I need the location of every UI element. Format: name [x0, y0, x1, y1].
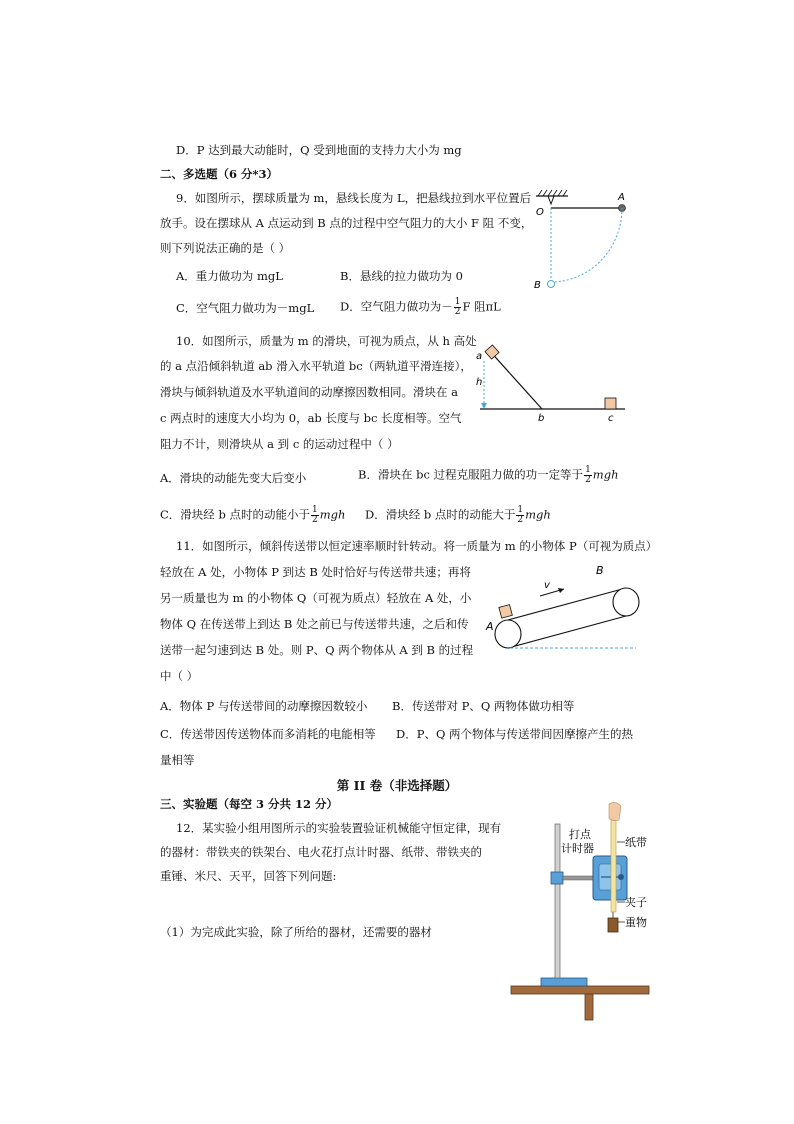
- conveyor-label-a: A: [486, 620, 494, 633]
- q9-option-d: [340, 298, 501, 317]
- q10-stem-line3: 滑块与倾斜轨道及水平轨道间的动摩擦因数相同。滑块在 a: [160, 385, 459, 399]
- fraction-half: $\frac{1}{2}$: [311, 505, 318, 525]
- track-label-b: b: [538, 413, 545, 424]
- q10-option-b-text: B．滑块在 bc 过程克服阻力做的功一定等于: [358, 467, 584, 482]
- track-label-c: c: [608, 413, 614, 424]
- q11-stem-line2: 轻放在 A 处，小物体 P 到达 B 处时恰好与传送带共速；再将: [160, 565, 471, 579]
- q10-option-c-text: C．滑块经 b 点时的动能小于: [160, 507, 310, 522]
- q9-stem-line2: 放手。设在摆球从 A 点运动到 B 点的过程中空气阻力的大小 F 阻 不变，: [160, 216, 533, 230]
- q10-option-d-mgh: mgh: [525, 507, 551, 522]
- experiment-apparatus-figure: [505, 800, 655, 1022]
- pendulum-figure: [528, 186, 634, 296]
- q9-stem-line1: 9．如图所示，摆球质量为 m，悬线长度为 L，把悬线拉到水平位置后: [176, 191, 532, 205]
- q10-option-d: [365, 506, 551, 525]
- incline-track-figure: [470, 343, 632, 425]
- q9-option-d-text-end: F 阻πL: [462, 299, 501, 314]
- q12-stem-line1: 12．某实验小组用图所示的实验装置验证机械能守恒定律，现有: [176, 821, 502, 835]
- pendulum-label-b: B: [534, 280, 541, 291]
- q10-option-b: [358, 466, 618, 485]
- q10-option-b-mgh: mgh: [592, 467, 619, 482]
- q11-stem-line1: 11．如图所示，倾斜传送带以恒定速率顺时针转动。将一质量为 m 的小物体 P（可视为质点）: [176, 539, 658, 553]
- section-heading-multi-choice: 二、多选题（6 分*3）: [160, 167, 279, 181]
- q11-option-b: B．传送带对 P、Q 两物体做功相等: [392, 699, 575, 713]
- q11-stem-line4: 物体 Q 在传送带上到达 B 处之前已与传送带共速，之后和传: [160, 617, 469, 631]
- pendulum-label-a: A: [618, 192, 625, 203]
- q12-stem-line3: 重锤、米尺、天平，回答下列问题:: [160, 869, 337, 883]
- q10-option-c-mgh: mgh: [319, 507, 346, 522]
- pendulum-label-o: O: [536, 207, 544, 218]
- q11-option-d-line2: 量相等: [160, 753, 195, 767]
- q10-stem-line4: c 两点时的速度大小均为 0，ab 长度与 bc 长度相等。空气: [160, 411, 462, 425]
- q9-option-d-text: D．空气阻力做功为－: [340, 299, 453, 314]
- q11-option-d-line1: D．P、Q 两个物体与传送带间因摩擦产生的热: [396, 727, 634, 741]
- q10-option-a: A．滑块的动能先变大后变小: [160, 471, 307, 485]
- fraction-half: $\frac{1}{2}$: [454, 297, 461, 317]
- q12-stem-line2: 的器材：带铁夹的铁架台、电火花打点计时器、纸带、带铁夹的: [160, 845, 482, 859]
- fraction-half: $\frac{1}{2}$: [517, 505, 524, 525]
- conveyor-label-v: v: [544, 580, 550, 591]
- q11-stem-line5: 送带一起匀速到达 B 处。则 P、Q 两个物体从 A 到 B 的过程: [160, 643, 474, 657]
- apparatus-label-weight: 重物: [625, 916, 647, 929]
- q10-stem-line1: 10．如图所示，质量为 m 的滑块，可视为质点，从 h 高处: [176, 334, 477, 348]
- q9-option-a: A．重力做功为 mgL: [176, 269, 283, 283]
- q9-stem-line3: 则下列说法正确的是（ ）: [160, 241, 291, 255]
- conveyor-belt-figure: [480, 558, 640, 654]
- q11-option-c: C．传送带因传送物体而多消耗的电能相等: [160, 727, 376, 741]
- q10-stem-line5: 阻力不计，则滑块从 a 到 c 的运动过程中（ ）: [160, 437, 399, 451]
- apparatus-label-tape: 纸带: [625, 836, 647, 849]
- track-label-a: a: [476, 351, 483, 362]
- q11-option-a: A．物体 P 与传送带间的动摩擦因数较小: [160, 699, 368, 713]
- section-heading-experiment: 三、实验题（每空 3 分共 12 分）: [160, 797, 339, 811]
- conveyor-label-b: B: [596, 564, 604, 577]
- part-two-title: 第 II 卷（非选择题）: [336, 778, 458, 793]
- q8-option-d: D．P 达到最大动能时，Q 受到地面的支持力大小为 mg: [176, 143, 462, 157]
- apparatus-label-clip: 夹子: [625, 896, 647, 909]
- q10-option-d-text: D．滑块经 b 点时的动能大于: [365, 507, 516, 522]
- q9-option-c: C．空气阻力做功为－mgL: [176, 301, 315, 315]
- q10-stem-line2: 的 a 点沿倾斜轨道 ab 滑入水平轨道 bc（两轨道平滑连接），: [160, 359, 472, 373]
- apparatus-label-timer-line2: 计时器: [561, 842, 594, 855]
- q9-option-b: B．悬线的拉力做功为 0: [340, 269, 463, 283]
- q10-option-c: [160, 506, 345, 525]
- q11-stem-line6: 中（ ）: [160, 669, 199, 683]
- apparatus-label-timer-line1: 打点: [569, 828, 591, 841]
- q11-stem-line3: 另一质量也为 m 的小物体 Q（可视为质点）轻放在 A 处，小: [160, 591, 472, 605]
- q12-subquestion-1: （1）为完成此实验，除了所给的器材，还需要的器材: [160, 925, 432, 939]
- fraction-half: $\frac{1}{2}$: [585, 465, 591, 485]
- track-label-h: h: [476, 377, 483, 388]
